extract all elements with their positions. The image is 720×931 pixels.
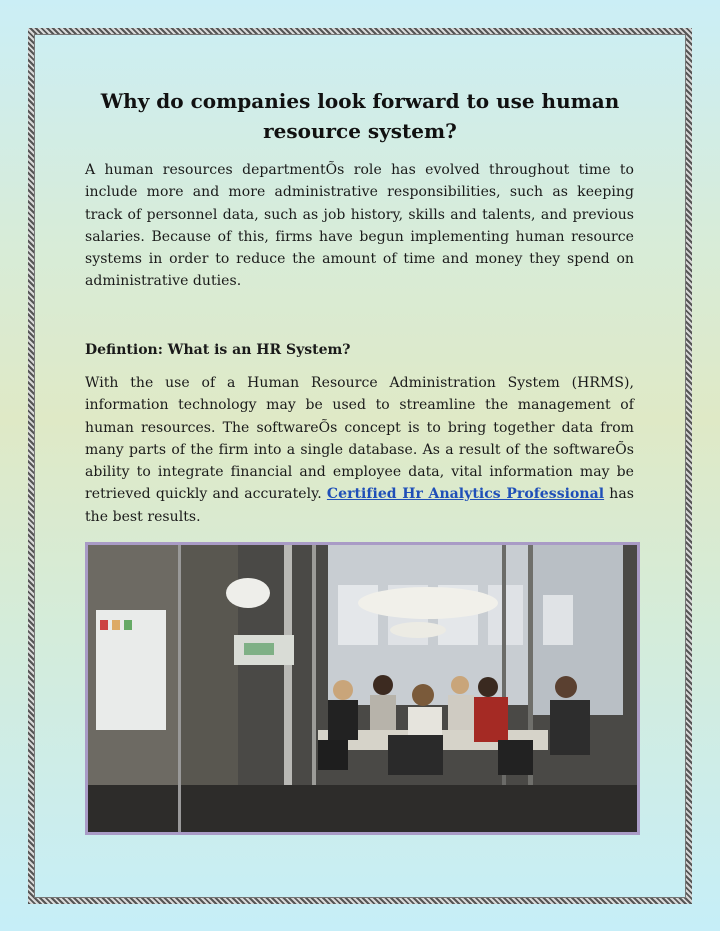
definition-text: With the use of a Human Resource Administration System (HRMS), information technology may be used to streamline the management of human resources. The softwareÕs concept is to bring together data from many parts of the firm into a single database. As a result of the softwareÕs ability to integrate financial and employee data, vital information may be retrieved quickly and accurately. [85, 375, 634, 503]
definition-suffix: has the best results. [85, 486, 634, 525]
definition-paragraph [85, 372, 634, 528]
section-heading: Defintion: What is an HR System? [85, 342, 351, 358]
office-meeting-illustration [88, 545, 637, 832]
page-title: Why do companies look forward to use human resource system? [100, 89, 620, 143]
intro-paragraph: A human resources departmentÕs role has evolved throughout time to include more and more administrative responsibilities, such as keeping track of personnel data, such as job history, skills and talents, and previous salaries. Because of this, firms have begun implementing human resource systems in order to reduce the amount of time and money they spend on administrative duties. [85, 162, 634, 290]
certified-hr-analytics-link[interactable]: Certified Hr Analytics Professional [326, 486, 605, 503]
office-meeting-photo [85, 542, 640, 835]
